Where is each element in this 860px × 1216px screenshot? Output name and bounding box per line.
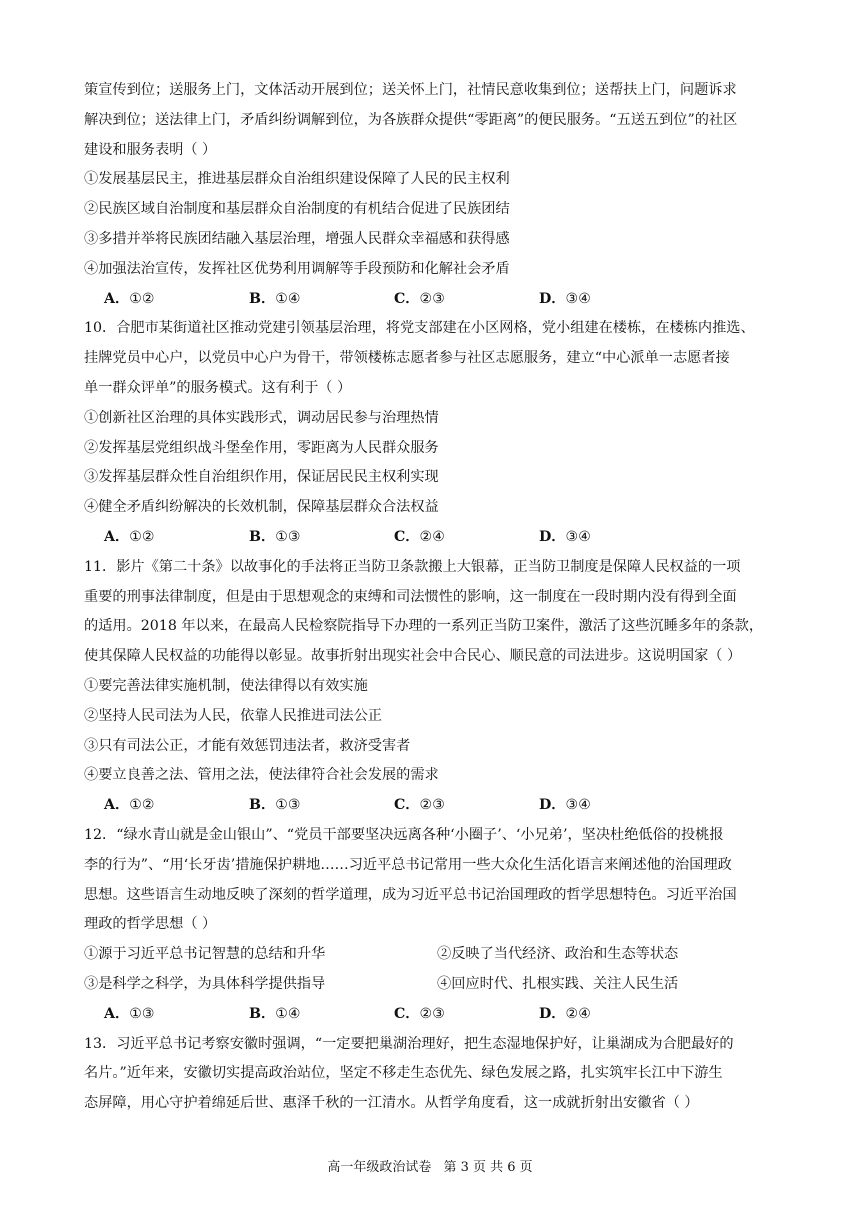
option-c: C．②③ bbox=[394, 797, 445, 814]
option-b: B．①③ bbox=[249, 528, 301, 545]
option-c: C．②④ bbox=[394, 528, 445, 545]
page-number: 第 3 页 共 6 页 bbox=[443, 1160, 533, 1175]
question-10-options bbox=[84, 523, 790, 553]
question-10-item: ④健全矛盾纠纷解决的长效机制，保障基层群众合法权益 bbox=[84, 499, 439, 516]
question-10-item: ②发挥基层党组织战斗堡垒作用，零距离为人民群众服务 bbox=[84, 439, 439, 456]
option-d: D．③④ bbox=[539, 528, 591, 545]
question-13-stem-line: 13．习近平总书记考察安徽时强调，“一定要把巢湖治理好，把生态湿地保护好，让巢湖成为合肥最好的 bbox=[84, 1035, 734, 1052]
option-c: C．②③ bbox=[394, 1005, 445, 1022]
option-a: A．①③ bbox=[104, 1005, 155, 1022]
question-11-item: ④要立良善之法、管用之法，使法律符合社会发展的需求 bbox=[84, 767, 439, 784]
question-9-item: ①发展基层民主，推进基层群众自治组织建设保障了人民的民主权利 bbox=[84, 171, 510, 188]
question-12-stem-line: 理政的哲学思想（ ） bbox=[84, 916, 217, 933]
question-12-stem-line: 思想。这些语言生动地反映了深刻的哲学道理，成为习近平总书记治国理政的哲学思想特色。习近平治国 bbox=[84, 886, 737, 903]
option-d: D．③④ bbox=[539, 290, 591, 307]
question-9-item: ②民族区域自治制度和基层群众自治制度的有机结合促进了民族团结 bbox=[84, 201, 510, 218]
question-9-stem-line: 解决到位；送法律上门，矛盾纠纷调解到位，为各族群众提供“零距离”的便民服务。“五送五到位”的社区 bbox=[84, 111, 738, 128]
question-13-stem-line: 态屏障，用心守护着绵延后世、惠泽千秋的一江清水。从哲学角度看，这一成就折射出安徽省（ ） bbox=[84, 1095, 699, 1112]
question-13 bbox=[84, 1030, 790, 1119]
option-b: B．①③ bbox=[249, 797, 301, 814]
question-12-item-row bbox=[84, 940, 790, 970]
question-10-item: ①创新社区治理的具体实践形式，调动居民参与治理热情 bbox=[84, 409, 439, 426]
question-9-item: ④加强法治宣传，发挥社区优势利用调解等手段预防和化解社会矛盾 bbox=[84, 260, 510, 277]
question-12 bbox=[84, 821, 790, 1030]
question-12-item-row bbox=[84, 970, 790, 1000]
question-12-stem-line: 李的行为”、“用‘长牙齿’措施保护耕地……习近平总书记常用一些大众化生活化语言来阐述他的治国理政 bbox=[84, 856, 732, 873]
question-11-item: ①要完善法律实施机制，使法律得以有效实施 bbox=[84, 677, 368, 694]
question-12-item: ④回应时代、扎根实践、关注人民生活 bbox=[437, 975, 679, 992]
question-10 bbox=[84, 314, 790, 552]
question-11-item: ②坚持人民司法为人民，依靠人民推进司法公正 bbox=[84, 707, 382, 724]
question-11-item: ③只有司法公正，才能有效惩罚违法者，救济受害者 bbox=[84, 737, 411, 754]
option-d: D．②④ bbox=[539, 1005, 591, 1022]
question-11-stem-line: 的适用。2018 年以来，在最高人民检察院指导下办理的一系列正当防卫案件，激活了这些沉睡多年的条款， bbox=[84, 618, 764, 635]
question-10-stem-line: 挂牌党员中心户，以党员中心户为骨干，带领楼栋志愿者参与社区志愿服务，建立“中心派单一志愿者接 bbox=[84, 350, 730, 367]
question-10-stem-line: 单一群众评单”的服务模式。这有利于（ ） bbox=[84, 379, 352, 396]
question-10-item: ③发挥基层群众性自治组织作用，保证居民民主权利实现 bbox=[84, 469, 439, 486]
question-11 bbox=[84, 553, 790, 821]
question-10-stem-line: 10．合肥市某街道社区推动党建引领基层治理，将党支部建在小区网格，党小组建在楼栋，在楼栋内推选、 bbox=[84, 320, 755, 337]
exam-content bbox=[84, 76, 790, 1119]
option-b: B．①④ bbox=[249, 290, 301, 307]
question-12-options bbox=[84, 1000, 790, 1030]
question-11-stem-line: 使其保障人民权益的功能得以彰显。故事折射出现实社会中合民心、顺民意的司法进步。这说明国家（ ） bbox=[84, 648, 742, 665]
question-13-stem-line: 名片。”近年来，安徽切实提高政治站位，坚定不移走生态优先、绿色发展之路，扎实筑牢长江中下游生 bbox=[84, 1065, 723, 1082]
option-a: A．①② bbox=[104, 528, 155, 545]
option-c: C．②③ bbox=[394, 290, 445, 307]
option-a: A．①② bbox=[104, 797, 155, 814]
question-9-stem-line: 策宣传到位；送服务上门，文体活动开展到位；送关怀上门，社情民意收集到位；送帮扶上门，问题诉求 bbox=[84, 82, 737, 98]
question-12-item: ②反映了当代经济、政治和生态等状态 bbox=[437, 946, 679, 963]
footer-title: 高一年级政治试卷 bbox=[327, 1160, 432, 1175]
question-9-stem-line: 建设和服务表明（ ） bbox=[84, 141, 217, 158]
question-12-item: ③是科学之科学，为具体科学提供指导 bbox=[84, 975, 326, 992]
option-b: B．①④ bbox=[249, 1005, 301, 1022]
option-a: A．①② bbox=[104, 290, 155, 307]
question-9-item: ③多措并举将民族团结融入基层治理，增强人民群众幸福感和获得感 bbox=[84, 230, 510, 247]
question-12-stem-line: 12．“绿水青山就是金山银山”、“党员干部要坚决远离各种‘小圈子’、‘小兄弟’，坚决杜绝低俗的投桃报 bbox=[84, 826, 724, 843]
page-footer bbox=[0, 1156, 860, 1175]
question-11-options bbox=[84, 791, 790, 821]
question-9-options bbox=[84, 285, 790, 315]
option-d: D．③④ bbox=[539, 797, 591, 814]
question-11-stem-line: 重要的刑事法律制度，但是由于思想观念的束缚和司法惯性的影响，这一制度在一段时期内没有得到全面 bbox=[84, 588, 737, 605]
question-9 bbox=[84, 76, 790, 314]
question-12-item: ①源于习近平总书记智慧的总结和升华 bbox=[84, 946, 326, 963]
question-11-stem-line: 11．影片《第二十条》以故事化的手法将正当防卫条款搬上大银幕，正当防卫制度是保障人民权益的一项 bbox=[84, 558, 741, 575]
